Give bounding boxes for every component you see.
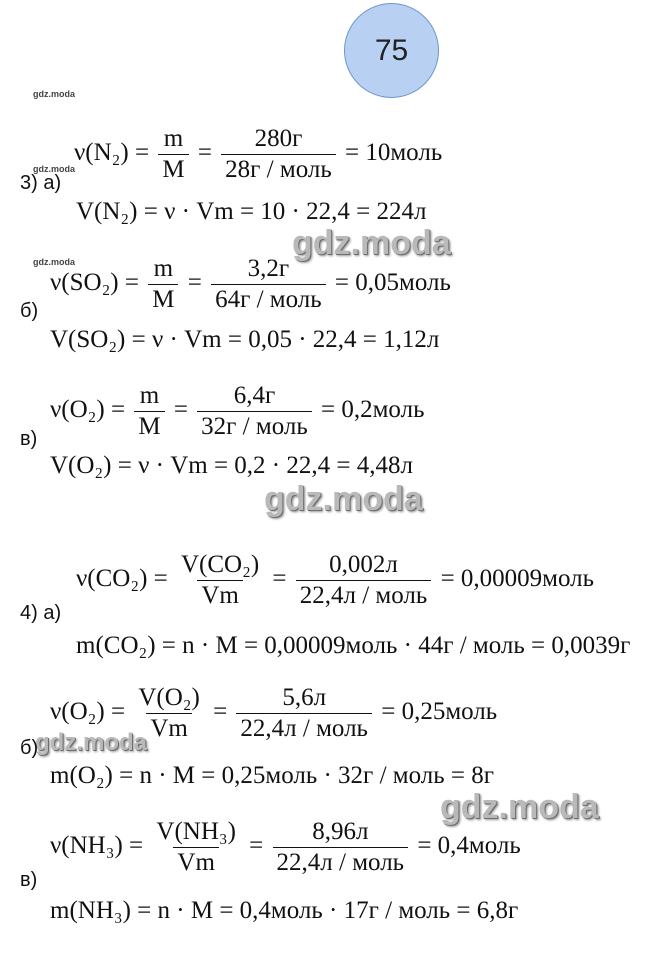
fraction-numerator: 0,002л: [329, 551, 398, 578]
equation-nh3-mass: m(NH₃) = n · M = 0,4моль · 17г / моль = 6,8г: [50, 897, 519, 924]
equation-n2-volume: V(N₂) = ν · Vm = 10 · 22,4 = 224л: [76, 198, 427, 225]
fraction-numerator: m: [139, 382, 160, 409]
fraction-denominator: 28г / моль: [221, 154, 336, 184]
equals-sign: =: [187, 269, 202, 297]
equation-o2-volume: V(O₂) = ν · Vm = 0,2 · 22,4 = 4,48л: [50, 452, 413, 479]
problem-label: в): [20, 869, 38, 891]
equation-so2-volume: V(SO₂) = ν · Vm = 0,05 · 22,4 = 1,12л: [50, 326, 440, 353]
equation-result: = 0,4моль: [417, 832, 521, 860]
equation-lhs: ν(NH₃) =: [50, 832, 144, 860]
equation-o2b-mass: m(O₂) = n · M = 0,25моль · 32г / моль = 8г: [50, 762, 494, 789]
equals-sign: =: [197, 139, 212, 167]
problem-label: б): [20, 300, 39, 322]
equation-lhs: ν(CO₂) =: [76, 565, 168, 593]
page-number: 75: [374, 33, 409, 67]
fraction: [296, 551, 432, 610]
fraction-numerator: 280г: [254, 125, 303, 152]
equation-so2-moles: [50, 255, 451, 314]
watermark-large: gdz.moda: [440, 788, 599, 826]
equation-result: = 0,05моль: [334, 269, 451, 297]
fraction-numerator: 8,96л: [312, 818, 369, 845]
equation-result: = 0,25моль: [381, 698, 498, 726]
fraction-denominator: Vm: [146, 713, 192, 743]
equation-nh3-moles: [50, 818, 521, 877]
fraction-numerator: V(CO₂): [181, 551, 260, 578]
fraction-denominator: M: [148, 284, 178, 314]
equals-sign: =: [272, 565, 287, 593]
equation-o2b-moles: [50, 684, 497, 743]
problem-label: в): [20, 428, 38, 450]
fraction: [152, 818, 240, 877]
fraction-denominator: Vm: [173, 847, 219, 877]
fraction: [134, 684, 203, 743]
fraction-numerator: 6,4г: [233, 382, 276, 409]
fraction-numerator: 3,2г: [247, 255, 290, 282]
fraction: [177, 551, 263, 610]
fraction: [211, 255, 326, 314]
fraction: [148, 255, 178, 314]
equation-result: = 0,2моль: [321, 396, 425, 424]
fraction: [158, 125, 188, 184]
fraction-denominator: M: [158, 154, 188, 184]
fraction-numerator: 5,6л: [282, 684, 327, 711]
fraction-numerator: m: [163, 125, 184, 152]
fraction-numerator: V(NH₃): [156, 818, 236, 845]
equation-result: = 0,00009моль: [440, 565, 595, 593]
page-number-badge: [344, 3, 439, 98]
problem-label: б): [20, 737, 39, 759]
fraction-denominator: M: [134, 411, 164, 441]
equation-lhs: ν(SO₂) =: [50, 269, 139, 297]
fraction: [221, 125, 336, 184]
equation-result: = 10моль: [345, 139, 443, 167]
fraction-denominator: 22,4л / моль: [273, 847, 409, 877]
equals-sign: =: [173, 396, 188, 424]
fraction: [134, 382, 164, 441]
problem-label: 4) а): [20, 602, 62, 624]
equation-lhs: ν(N₂) =: [74, 139, 150, 167]
fraction-denominator: 64г / моль: [211, 284, 326, 314]
fraction-denominator: 22,4л / моль: [236, 713, 372, 743]
fraction-numerator: V(O₂): [138, 684, 200, 711]
equation-co2-moles: [76, 551, 594, 610]
watermark-small: gdz.moda: [33, 257, 75, 267]
watermark-large: gdz.moda: [292, 224, 451, 262]
problem-label: 3) а): [20, 172, 62, 194]
watermark-small: gdz.moda: [33, 164, 75, 174]
fraction: [197, 382, 312, 441]
equation-lhs: ν(O₂) =: [50, 698, 126, 726]
fraction-numerator: m: [153, 255, 174, 282]
equation-o2-moles: [50, 382, 424, 441]
equals-sign: =: [249, 832, 264, 860]
fraction-denominator: 32г / моль: [197, 411, 312, 441]
equation-lhs: ν(O₂) =: [50, 396, 126, 424]
fraction: [236, 684, 372, 743]
equation-n2-moles: [74, 125, 442, 184]
fraction-denominator: Vm: [197, 580, 243, 610]
watermark-small: gdz.moda: [33, 89, 75, 99]
watermark-large: gdz.moda: [35, 729, 147, 756]
fraction-denominator: 22,4л / моль: [296, 580, 432, 610]
equation-co2-mass: m(CO₂) = n · M = 0,00009моль · 44г / моль = 0,0039г: [76, 632, 631, 659]
watermark-large: gdz.moda: [264, 480, 423, 518]
equals-sign: =: [213, 698, 228, 726]
fraction: [273, 818, 409, 877]
